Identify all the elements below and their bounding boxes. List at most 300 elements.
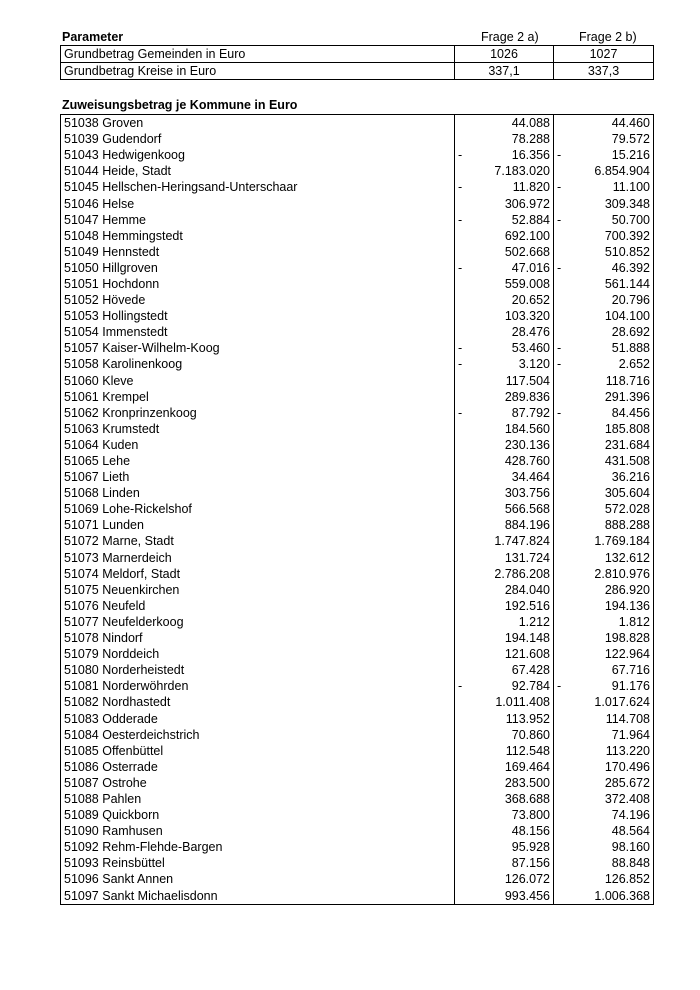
municipality-name: 51064 Kuden xyxy=(61,437,455,453)
table-row xyxy=(61,308,654,324)
value-frage-2b xyxy=(554,871,654,887)
amount: 230.136 xyxy=(504,437,550,452)
amount: 51.888 xyxy=(611,341,650,356)
amount: 1.212 xyxy=(518,614,550,629)
amount: 28.692 xyxy=(611,325,650,340)
amount: 11.100 xyxy=(612,180,650,195)
table-row xyxy=(61,195,654,211)
value-frage-2b xyxy=(554,710,654,726)
table-row xyxy=(61,550,654,566)
municipality-name: 51082 Nordhastedt xyxy=(61,694,455,710)
municipality-name: 51045 Hellschen-Heringsand-Unterschaar xyxy=(61,179,455,195)
municipality-name: 51052 Hövede xyxy=(61,292,455,308)
value-frage-2b xyxy=(554,646,654,662)
municipality-name: 51044 Heide, Stadt xyxy=(61,163,455,179)
amount: 74.196 xyxy=(611,808,650,823)
amount: 114.708 xyxy=(605,711,650,726)
value-frage-2a xyxy=(455,212,554,228)
value-frage-2a xyxy=(455,244,554,260)
amount: 194.148 xyxy=(504,631,550,646)
municipality-name: 51086 Osterrade xyxy=(61,759,455,775)
municipality-name: 51090 Ramhusen xyxy=(61,823,455,839)
value-frage-2a xyxy=(455,566,554,582)
table-row xyxy=(61,662,654,678)
table-row xyxy=(61,888,654,905)
amount: 67.428 xyxy=(511,663,550,678)
table-row xyxy=(61,807,654,823)
value-frage-2b xyxy=(554,389,654,405)
table-row xyxy=(61,566,654,582)
amount: 48.156 xyxy=(511,824,550,839)
amount: 169.464 xyxy=(504,759,550,774)
value-frage-2a xyxy=(455,888,554,905)
municipality-name: 51081 Norderwöhrden xyxy=(61,678,455,694)
amount: 286.920 xyxy=(604,582,650,597)
amount: 428.760 xyxy=(504,454,550,469)
value-frage-2b xyxy=(554,163,654,179)
amount: 34.464 xyxy=(511,470,550,485)
table-row xyxy=(61,324,654,340)
negative-sign: - xyxy=(458,341,463,356)
amount: 2.652 xyxy=(618,357,650,372)
value-frage-2a xyxy=(455,775,554,791)
municipality-name: 51057 Kaiser-Wilhelm-Koog xyxy=(61,340,455,356)
value-frage-2b xyxy=(554,373,654,389)
value-frage-2a xyxy=(455,147,554,163)
value-frage-2b xyxy=(554,292,654,308)
municipality-name: 51048 Hemmingstedt xyxy=(61,228,455,244)
municipality-name: 51060 Kleve xyxy=(61,373,455,389)
value-frage-2b xyxy=(554,356,654,372)
value-frage-2a xyxy=(455,759,554,775)
municipality-name: 51039 Gudendorf xyxy=(61,131,455,147)
value-frage-2a xyxy=(455,710,554,726)
amount: 170.496 xyxy=(604,759,650,774)
value-frage-2a xyxy=(455,743,554,759)
amount: 118.716 xyxy=(605,373,650,388)
municipality-name: 51096 Sankt Annen xyxy=(61,871,455,887)
value-frage-2a xyxy=(455,324,554,340)
amount: 431.508 xyxy=(604,454,650,469)
value-frage-2a xyxy=(455,517,554,533)
amount: 95.928 xyxy=(511,840,550,855)
municipality-name: 51053 Hollingstedt xyxy=(61,308,455,324)
negative-sign: - xyxy=(557,148,562,163)
value-frage-2b xyxy=(554,630,654,646)
amount: 16.356 xyxy=(511,148,550,163)
amount: 284.040 xyxy=(504,582,550,597)
amount: 132.612 xyxy=(604,550,650,565)
negative-sign: - xyxy=(557,679,562,694)
municipality-name: 51065 Lehe xyxy=(61,453,455,469)
value-frage-2b xyxy=(554,131,654,147)
value-frage-2a xyxy=(455,131,554,147)
parameter-header-label: Parameter xyxy=(62,30,124,44)
amount: 291.396 xyxy=(604,389,650,404)
table-row xyxy=(61,453,654,469)
amount: 283.500 xyxy=(504,775,550,790)
municipality-name: 51051 Hochdonn xyxy=(61,276,455,292)
column-header-frage-2b: Frage 2 b) xyxy=(579,30,637,44)
negative-sign: - xyxy=(458,679,463,694)
amount: 73.800 xyxy=(511,808,550,823)
value-frage-2b xyxy=(554,823,654,839)
amount: 20.652 xyxy=(511,293,550,308)
value-frage-2a xyxy=(455,308,554,324)
value-frage-2b xyxy=(554,759,654,775)
amount: 88.848 xyxy=(611,856,650,871)
amount: 231.684 xyxy=(604,437,650,452)
value-frage-2a xyxy=(455,598,554,614)
amount: 502.668 xyxy=(504,244,550,259)
value-frage-2b xyxy=(554,147,654,163)
amount: 122.964 xyxy=(604,647,650,662)
amount: 7.183.020 xyxy=(494,164,550,179)
value-frage-2a xyxy=(455,855,554,871)
amount: 285.672 xyxy=(604,775,650,790)
table-row xyxy=(61,469,654,485)
value-frage-2a xyxy=(455,115,554,132)
value-frage-2b xyxy=(554,485,654,501)
value-frage-2b xyxy=(554,662,654,678)
municipality-name: 51078 Nindorf xyxy=(61,630,455,646)
municipality-name: 51089 Quickborn xyxy=(61,807,455,823)
value-frage-2b xyxy=(554,694,654,710)
table-row xyxy=(61,582,654,598)
value-frage-2b xyxy=(554,244,654,260)
table-row xyxy=(61,485,654,501)
table-row xyxy=(61,743,654,759)
table-row xyxy=(61,115,654,132)
parameter-table xyxy=(60,45,654,80)
table-row xyxy=(61,678,654,694)
amount: 47.016 xyxy=(511,260,550,275)
value-frage-2a xyxy=(455,871,554,887)
municipality-name: 51047 Hemme xyxy=(61,212,455,228)
negative-sign: - xyxy=(458,180,463,195)
municipality-name: 51084 Oesterdeichstrich xyxy=(61,727,455,743)
table-row xyxy=(61,405,654,421)
table-row xyxy=(61,823,654,839)
municipality-name: 51077 Neufelderkoog xyxy=(61,614,455,630)
value-frage-2a xyxy=(455,163,554,179)
amount: 117.504 xyxy=(505,373,550,388)
municipality-name: 51058 Karolinenkoog xyxy=(61,356,455,372)
amount: 692.100 xyxy=(504,228,550,243)
municipality-name: 51087 Ostrohe xyxy=(61,775,455,791)
amount: 103.320 xyxy=(504,309,550,324)
value-frage-2a xyxy=(455,823,554,839)
value-frage-2a xyxy=(455,485,554,501)
amount: 52.884 xyxy=(511,212,550,227)
value-frage-2a xyxy=(455,195,554,211)
amount: 888.288 xyxy=(604,518,650,533)
amount: 566.568 xyxy=(504,502,550,517)
amount: 1.011.408 xyxy=(495,695,550,710)
amount: 309.348 xyxy=(604,196,650,211)
table-row xyxy=(61,212,654,228)
value-frage-2a xyxy=(455,630,554,646)
value-frage-2b xyxy=(554,421,654,437)
amount: 126.852 xyxy=(604,872,650,887)
negative-sign: - xyxy=(458,357,463,372)
negative-sign: - xyxy=(458,212,463,227)
value-frage-2a xyxy=(455,791,554,807)
value-frage-2a xyxy=(455,437,554,453)
amount: 11.820 xyxy=(512,180,550,195)
table-row xyxy=(61,179,654,195)
value-frage-2b xyxy=(554,807,654,823)
value-frage-2a xyxy=(455,292,554,308)
amount: 184.560 xyxy=(504,421,550,436)
municipality-name: 51075 Neuenkirchen xyxy=(61,582,455,598)
value-frage-2b xyxy=(554,405,654,421)
value-frage-2b xyxy=(554,437,654,453)
amount: 561.144 xyxy=(604,276,650,291)
negative-sign: - xyxy=(557,357,562,372)
table-row xyxy=(61,163,654,179)
value-frage-2b xyxy=(554,550,654,566)
value-frage-2a xyxy=(455,228,554,244)
value-frage-2b xyxy=(554,614,654,630)
table-row xyxy=(61,517,654,533)
value-frage-2a xyxy=(455,469,554,485)
amount: 113.220 xyxy=(605,743,650,758)
value-frage-2a xyxy=(455,807,554,823)
value-frage-2b xyxy=(554,501,654,517)
amount: 289.836 xyxy=(504,389,550,404)
municipality-name: 51046 Helse xyxy=(61,195,455,211)
amount: 71.964 xyxy=(611,727,650,742)
value-frage-2b xyxy=(554,179,654,195)
amount: 92.784 xyxy=(511,679,550,694)
municipality-name: 51093 Reinsbüttel xyxy=(61,855,455,871)
value-frage-2a xyxy=(455,582,554,598)
amount: 2.786.208 xyxy=(494,566,550,581)
value-frage-2a xyxy=(455,533,554,549)
value-frage-2b xyxy=(554,791,654,807)
amount: 198.828 xyxy=(604,631,650,646)
amount: 126.072 xyxy=(504,872,550,887)
value-frage-2b xyxy=(554,195,654,211)
municipality-name: 51068 Linden xyxy=(61,485,455,501)
amount: 2.810.976 xyxy=(594,566,650,581)
value-frage-2b xyxy=(554,533,654,549)
table-row xyxy=(61,437,654,453)
parameter-row xyxy=(61,63,654,80)
amount: 192.516 xyxy=(504,598,550,613)
value-frage-2a xyxy=(455,453,554,469)
amount: 78.288 xyxy=(511,132,550,147)
municipality-name: 51085 Offenbüttel xyxy=(61,743,455,759)
value-frage-2b xyxy=(554,888,654,905)
table-row xyxy=(61,839,654,855)
negative-sign: - xyxy=(557,180,562,195)
municipality-name: 51049 Hennstedt xyxy=(61,244,455,260)
amount: 79.572 xyxy=(611,132,650,147)
table-row xyxy=(61,373,654,389)
negative-sign: - xyxy=(458,148,463,163)
section-title: Zuweisungsbetrag je Kommune in Euro xyxy=(62,98,298,112)
parameter-label: Grundbetrag Gemeinden in Euro xyxy=(61,46,455,63)
table-row xyxy=(61,598,654,614)
value-frage-2b xyxy=(554,598,654,614)
municipality-name: 51076 Neufeld xyxy=(61,598,455,614)
table-row xyxy=(61,276,654,292)
value-frage-2b xyxy=(554,839,654,855)
amount: 510.852 xyxy=(604,244,650,259)
table-row xyxy=(61,646,654,662)
table-row xyxy=(61,228,654,244)
municipality-name: 51074 Meldorf, Stadt xyxy=(61,566,455,582)
table-row xyxy=(61,244,654,260)
value-frage-2a xyxy=(455,614,554,630)
parameter-value-a: 1026 xyxy=(455,46,554,63)
value-frage-2b xyxy=(554,775,654,791)
amount: 368.688 xyxy=(504,791,550,806)
municipality-name: 51038 Groven xyxy=(61,115,455,132)
amount: 700.392 xyxy=(604,228,650,243)
value-frage-2a xyxy=(455,646,554,662)
table-row xyxy=(61,727,654,743)
value-frage-2b xyxy=(554,469,654,485)
allocation-table xyxy=(60,114,654,905)
municipality-name: 51073 Marnerdeich xyxy=(61,550,455,566)
amount: 305.604 xyxy=(604,486,650,501)
amount: 1.017.624 xyxy=(594,695,650,710)
parameter-row xyxy=(61,46,654,63)
value-frage-2b xyxy=(554,276,654,292)
amount: 6.854.904 xyxy=(594,164,650,179)
table-row xyxy=(61,340,654,356)
value-frage-2b xyxy=(554,260,654,276)
amount: 559.008 xyxy=(504,276,550,291)
negative-sign: - xyxy=(557,260,562,275)
amount: 884.196 xyxy=(504,518,550,533)
municipality-name: 51072 Marne, Stadt xyxy=(61,533,455,549)
table-row xyxy=(61,759,654,775)
column-header-frage-2a: Frage 2 a) xyxy=(481,30,539,44)
value-frage-2b xyxy=(554,340,654,356)
table-row xyxy=(61,260,654,276)
value-frage-2a xyxy=(455,276,554,292)
value-frage-2a xyxy=(455,694,554,710)
amount: 84.456 xyxy=(611,405,650,420)
negative-sign: - xyxy=(458,405,463,420)
value-frage-2b xyxy=(554,743,654,759)
amount: 1.812 xyxy=(618,614,650,629)
table-row xyxy=(61,791,654,807)
amount: 121.608 xyxy=(504,647,550,662)
municipality-name: 51097 Sankt Michaelisdonn xyxy=(61,888,455,905)
amount: 87.156 xyxy=(511,856,550,871)
value-frage-2a xyxy=(455,550,554,566)
amount: 15.216 xyxy=(611,148,650,163)
amount: 46.392 xyxy=(611,260,650,275)
negative-sign: - xyxy=(557,212,562,227)
municipality-name: 51050 Hillgroven xyxy=(61,260,455,276)
value-frage-2a xyxy=(455,389,554,405)
amount: 91.176 xyxy=(611,679,650,694)
value-frage-2b xyxy=(554,727,654,743)
amount: 44.460 xyxy=(611,116,650,131)
municipality-name: 51062 Kronprinzenkoog xyxy=(61,405,455,421)
amount: 70.860 xyxy=(511,727,550,742)
municipality-name: 51061 Krempel xyxy=(61,389,455,405)
municipality-name: 51043 Hedwigenkoog xyxy=(61,147,455,163)
municipality-name: 51079 Norddeich xyxy=(61,646,455,662)
amount: 20.796 xyxy=(611,293,650,308)
value-frage-2b xyxy=(554,228,654,244)
negative-sign: - xyxy=(557,341,562,356)
value-frage-2b xyxy=(554,517,654,533)
table-row xyxy=(61,694,654,710)
amount: 36.216 xyxy=(611,470,650,485)
negative-sign: - xyxy=(557,405,562,420)
amount: 104.100 xyxy=(604,309,650,324)
value-frage-2b xyxy=(554,855,654,871)
amount: 131.724 xyxy=(504,550,550,565)
municipality-name: 51063 Krumstedt xyxy=(61,421,455,437)
parameter-value-b: 1027 xyxy=(554,46,654,63)
amount: 50.700 xyxy=(611,212,650,227)
amount: 67.716 xyxy=(611,663,650,678)
amount: 53.460 xyxy=(511,341,550,356)
amount: 306.972 xyxy=(504,196,550,211)
table-row xyxy=(61,871,654,887)
table-row xyxy=(61,131,654,147)
amount: 1.769.184 xyxy=(594,534,650,549)
value-frage-2a xyxy=(455,662,554,678)
amount: 993.456 xyxy=(504,888,550,903)
value-frage-2a xyxy=(455,405,554,421)
table-row xyxy=(61,421,654,437)
table-row xyxy=(61,614,654,630)
value-frage-2b xyxy=(554,453,654,469)
value-frage-2b xyxy=(554,582,654,598)
value-frage-2b xyxy=(554,115,654,132)
amount: 98.160 xyxy=(611,840,650,855)
municipality-name: 51092 Rehm-Flehde-Bargen xyxy=(61,839,455,855)
amount: 1.747.824 xyxy=(494,534,550,549)
municipality-name: 51067 Lieth xyxy=(61,469,455,485)
negative-sign: - xyxy=(458,260,463,275)
amount: 28.476 xyxy=(511,325,550,340)
parameter-header-row xyxy=(60,28,653,45)
amount: 87.792 xyxy=(511,405,550,420)
value-frage-2a xyxy=(455,501,554,517)
amount: 44.088 xyxy=(511,116,550,131)
amount: 303.756 xyxy=(504,486,550,501)
value-frage-2a xyxy=(455,373,554,389)
municipality-name: 51080 Norderheistedt xyxy=(61,662,455,678)
value-frage-2a xyxy=(455,340,554,356)
table-row xyxy=(61,389,654,405)
amount: 372.408 xyxy=(604,791,650,806)
amount: 1.006.368 xyxy=(594,888,650,903)
amount: 194.136 xyxy=(604,598,650,613)
table-row xyxy=(61,292,654,308)
parameter-label: Grundbetrag Kreise in Euro xyxy=(61,63,455,80)
value-frage-2a xyxy=(455,678,554,694)
parameter-value-b: 337,3 xyxy=(554,63,654,80)
value-frage-2a xyxy=(455,839,554,855)
municipality-name: 51088 Pahlen xyxy=(61,791,455,807)
municipality-name: 51071 Lunden xyxy=(61,517,455,533)
value-frage-2b xyxy=(554,324,654,340)
amount: 112.548 xyxy=(505,743,550,758)
value-frage-2a xyxy=(455,727,554,743)
